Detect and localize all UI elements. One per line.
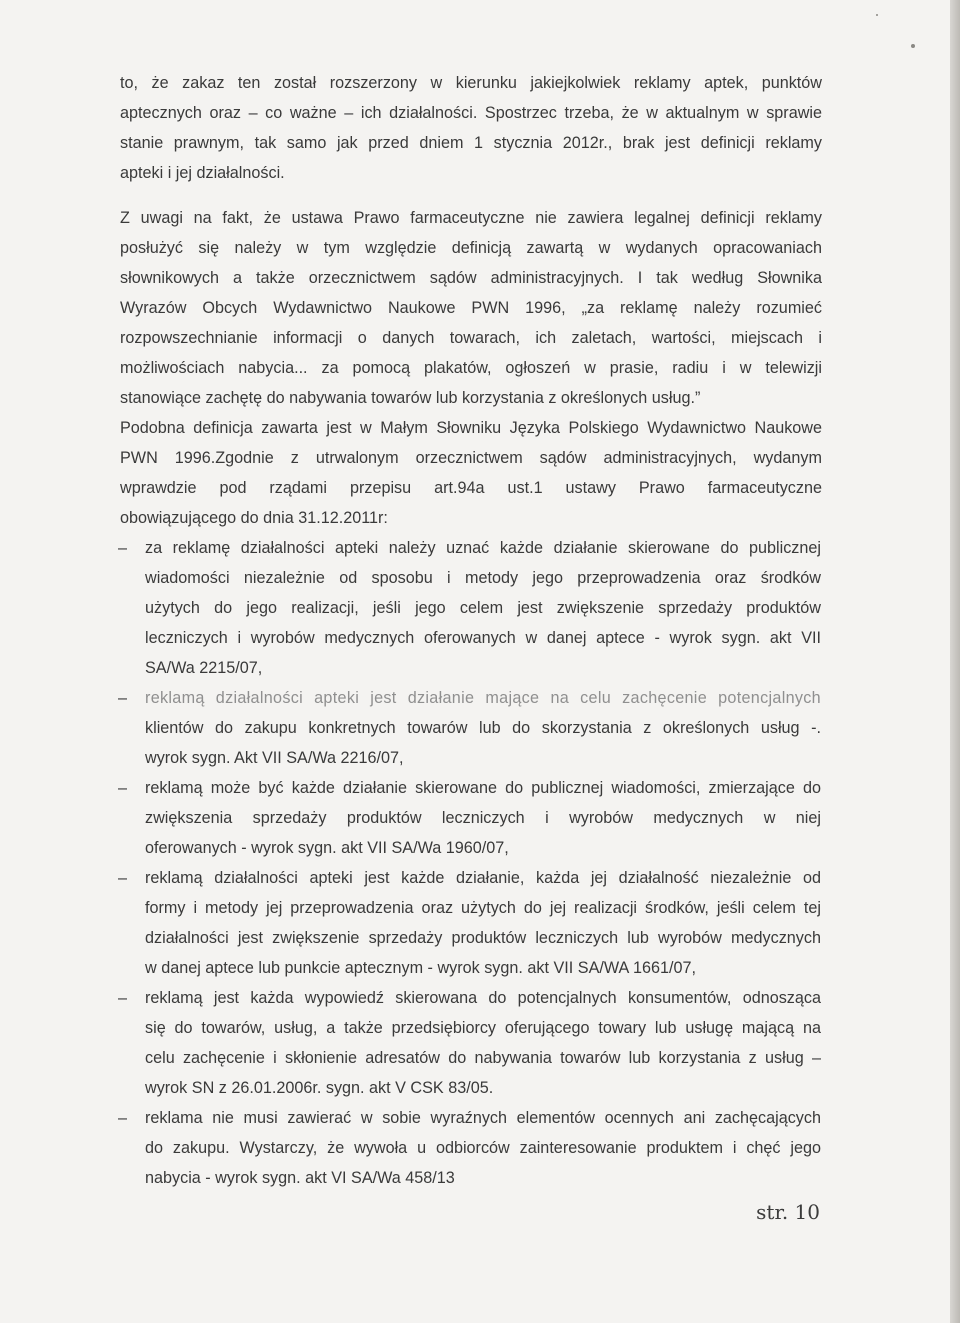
text-line: użytych do jego realizacji, jeśli jego celem jest zwiększenie sprzedaży produktów [145,599,821,617]
text-line: stanie prawnym, tak samo jak przed dniem 1 stycznia 2012r., brak jest definicji reklamy [120,134,822,152]
text-line: PWN 1996.Zgodnie z utrwalonym orzecznictwem sądów administracyjnych, wydanym [120,449,822,467]
paragraph-1 [120,68,822,188]
text-line: stanowiące zachętę do nabywania towarów lub korzystania z określonych usług.” [120,389,701,407]
text-line: słownikowych a także orzecznictwem sądów administracyjnych. I tak według Słownika [120,269,822,287]
list-item [120,773,822,863]
text-line: możliwościach nabycia... za pomocą plakatów, ogłoszeń w prasie, radiu i w telewizji [120,359,822,377]
text-line: to, że zakaz ten został rozszerzony w kierunku jakiejkolwiek reklamy aptek, punktów [120,74,822,92]
text-line: działalności jest zwiększenie sprzedaży produktów leczniczych lub wyrobów medycznych [145,929,821,947]
list-dash: – [118,989,128,1007]
text-line: do zakupu. Wystarczy, że wywoła u odbiorców zainteresowanie produktem i chęć jego [145,1139,821,1157]
text-line: wyrok sygn. Akt VII SA/Wa 2216/07, [145,749,404,767]
text-line: leczniczych i wyrobów medycznych oferowanych w danej aptece - wyrok sygn. akt VII [145,629,821,647]
text-line: Z uwagi na fakt, że ustawa Prawo farmaceutyczne nie zawiera legalnej definicji reklamy [120,209,822,227]
text-line: wyrok SN z 26.01.2006r. sygn. akt V CSK 83/05. [145,1079,494,1097]
text-line: reklamą może być każde działanie skierowane do publicznej wiadomości, zmierzające do [145,779,821,797]
text-line: w danej aptece lub punkcie aptecznym - wyrok sygn. akt VII SA/WA 1661/07, [145,959,696,977]
text-line: klientów do zakupu konkretnych towarów lub do skorzystania z określonych usług -. [145,719,821,737]
text-line: Wyrazów Obcych Wydawnictwo Naukowe PWN 1996, „za reklamę należy rozumieć [120,299,822,317]
text-line: obowiązującego do dnia 31.12.2011r: [120,509,388,527]
faded-text-line: reklamą działalności apteki jest działanie mające na celu zachęcenie potencjalnych [145,689,821,707]
text-line: zwiększenia sprzedaży produktów leczniczych i wyrobów medycznych w niej [145,809,821,827]
paragraph-2 [120,203,822,533]
page-number: str. 10 [756,1200,820,1224]
text-line: SA/Wa 2215/07, [145,659,263,677]
text-line: apteki i jej działalności. [120,164,285,182]
text-line: nabycia - wyrok sygn. akt VI SA/Wa 458/13 [145,1169,455,1187]
text-line: za reklamę działalności apteki należy uznać każde działanie skierowane do publicznej [145,539,821,557]
list-item [120,1103,822,1193]
judgment-list [120,533,822,1193]
text-line: reklamą jest każda wypowiedź skierowana do potencjalnych konsumentów, odnosząca [145,989,821,1007]
list-dash: – [118,869,128,887]
text-line: reklama nie musi zawierać w sobie wyraźnych elementów ocennych ani zachęcających [145,1109,821,1127]
text-line: się do towarów, usług, a także przedsiębiorcy oferującego towary lub usługę mającą na [145,1019,821,1037]
text-line: reklamą działalności apteki jest każde działanie, każda jej działalność niezależnie od [145,869,821,887]
scan-speck [911,44,915,48]
list-item [120,863,822,983]
list-item [120,983,822,1103]
list-item [120,683,822,773]
scan-page-edge [950,0,960,1323]
text-line: oferowanych - wyrok sygn. akt VII SA/Wa 1960/07, [145,839,509,857]
text-line: Podobna definicja zawarta jest w Małym Słowniku Języka Polskiego Wydawnictwo Naukowe [120,419,822,437]
list-dash: – [118,689,128,707]
text-line: celu zachęcenie i skłonienie adresatów do nabywania towarów lub korzystania z usług – [145,1049,821,1067]
text-line: wprawdzie pod rządami przepisu art.94a ust.1 ustawy Prawo farmaceutyczne [120,479,822,497]
text-line: formy i metody jej przeprowadzenia oraz użytych do jej realizacji środków, jeśli celem tej [145,899,821,917]
document-body [120,68,822,1193]
list-dash: – [118,779,128,797]
list-dash: – [118,539,128,557]
list-dash: – [118,1109,128,1127]
text-line: rozpowszechnianie informacji o danych towarach, ich zaletach, wartości, miejscach i [120,329,822,347]
scan-speck [876,14,878,16]
text-line: posłużyć się należy w tym względzie definicją zawartą w wydanych opracowaniach [120,239,822,257]
text-line: aptecznych oraz – co ważne – ich działalności. Spostrzec trzeba, że w aktualnym w sprawie [120,104,822,122]
text-line: wiadomości niezależnie od sposobu i metody jego przeprowadzenia oraz środków [145,569,821,587]
list-item [120,533,822,683]
